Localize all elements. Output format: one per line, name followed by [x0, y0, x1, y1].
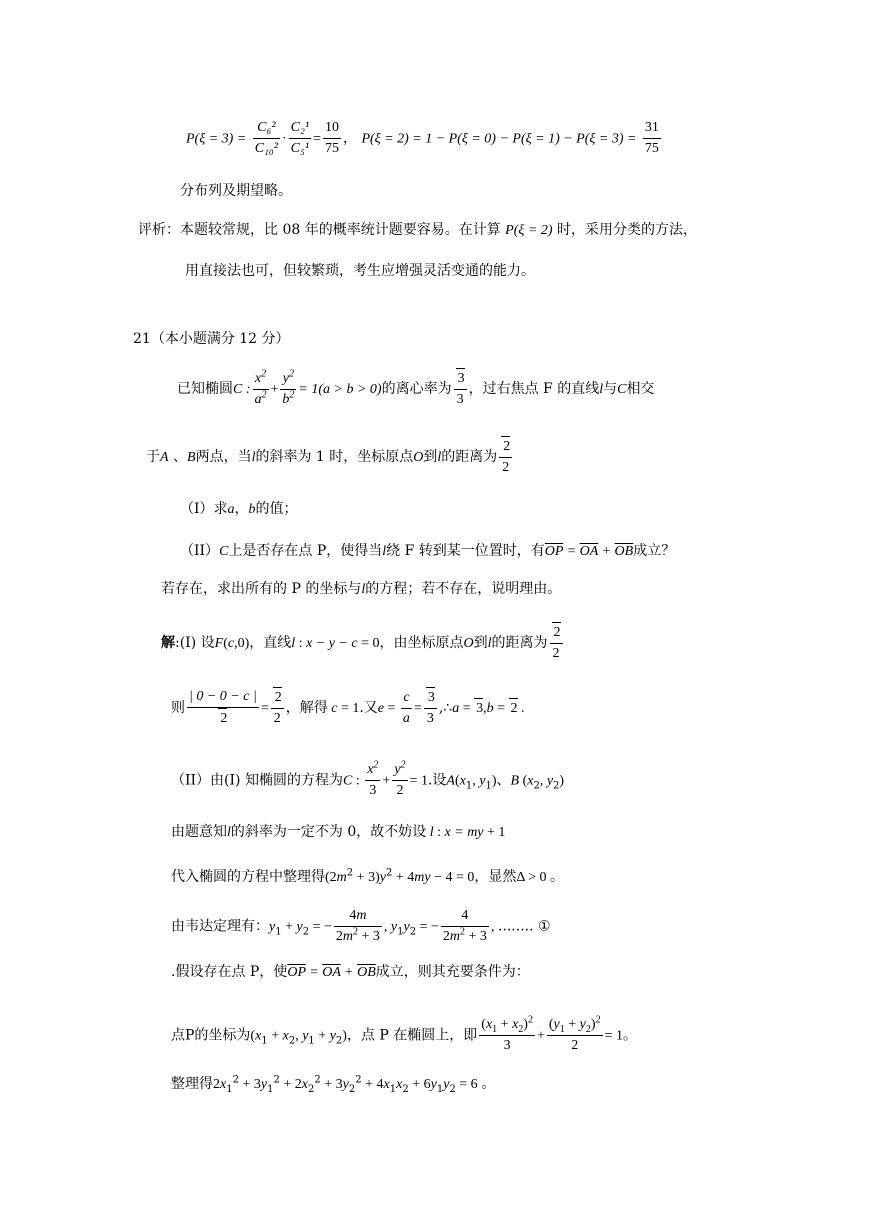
prob-equation-line: P(ξ = 3) = $\frac{\text{C₆²}}{\text{C₁₀²}}$ · $\frac{\text{C₂¹}}{\text{C₅¹}}$ = $\frac{10}{75}$ ， P(ξ = 2) = 1 − P(ξ = 0) − P(ξ = 1) − P(ξ = 3) = $\frac{31}{75}$ — [186, 118, 663, 159]
part-2-line-1: （II）C上是否存在点 P，使得当l绕 F 转到某一位置时，有$\overline{OP} = \overline{OA} + \overline{OB}$成立？ — [180, 543, 676, 559]
comment-line-2: 用直接法也可，但较繁琐，考生应增强灵活变通的能力。 — [185, 263, 535, 279]
fraction: $\frac{31}{75}$ — [644, 120, 659, 156]
fraction: $\frac{\text{C₆²}}{\text{C₁₀²}}$ — [254, 120, 278, 156]
solution-line-2: 则 $\frac{| 0 - 0 - c |}{2}$ = $\frac{2}{2}$ ，解得 c = 1.又e = $\frac{c}{a}$ = $\frac{3}{3}$ ,∴a = 3,b = 2 . — [171, 687, 525, 729]
p2-expression: P(ξ = 2) = 1 − P(ξ = 0) − P(ξ = 1) − P(ξ = 3) = — [361, 131, 637, 147]
question-stem-line-1: 已知椭圆C : $\frac{x^2}{a^2}$ + $\frac{y^2}{b^2}$ = 1(a > b > 0)的离心率为 $\frac{3}{3}$ ，过右焦点 F 的直线l与C相交 — [177, 367, 655, 407]
solution-label: 解 — [161, 635, 175, 651]
fraction: $\frac{\text{C₂¹}}{\text{C₅¹}}$ — [290, 120, 310, 156]
part-1: （I）求a，b的值； — [180, 501, 298, 517]
solution-line-8: 点P的坐标为($x_1 + x_2$, $y_1 + y_2$)，点 P 在椭圆上，即 $\frac{(x_1 + x_2)^2}{3}$ + $\frac{(y_1 + y_2)^2}{2}$ = 1。 — [171, 1014, 637, 1053]
question-stem-line-2: 于A 、B两点，当l的斜率为 1 时，坐标原点O到l的距离为 $\frac{2}{2}$ — [146, 436, 514, 478]
solution-line-9: 整理得$2x_1^2 + 3y_1^2 + 2x_2^2 + 3y_2^2 + 4x_1x_2 + 6y_1y_2 = 6$ 。 — [171, 1074, 496, 1095]
part-2-line-2: 若存在，求出所有的 P 的坐标与l的方程；若不存在，说明理由。 — [161, 581, 562, 597]
question-title: 21（本小题满分 12 分） — [133, 331, 290, 347]
solution-line-6: 由韦达定理有：$y_1 + y_2$ = − $\frac{4m}{2m^2 + 3}$ , $y_1y_2$ = − $\frac{4}{2m^2 + 3}$ , ........ ① — [171, 908, 551, 944]
p3-lhs: P(ξ = 3) = — [186, 131, 247, 147]
solution-line-1: 解:(I) 设F(c,0)，直线l : x − y − c = 0，由坐标原点O到l的距离为 $\frac{2}{2}$ — [161, 622, 565, 664]
comment-line-1: 评析：本题较常规，比 08 年的概率统计题要容易。在计算 P(ξ = 2) 时，采用分类的方法， — [138, 222, 697, 238]
solution-line-4: 由题意知l的斜率为一定不为 0，故不妨设 l : x = my + 1 — [171, 824, 506, 840]
solution-line-5: 代入椭圆的方程中整理得$(2m^2 + 3)y^2 + 4my - 4 = 0$，显然Δ > 0 。 — [171, 867, 564, 885]
solution-line-3: （II）由(I) 知椭圆的方程为C : $\frac{x^2}{3}$ + $\frac{y^2}{2}$ = 1.设$A(x_1$, $y_1$)、B ($x_2$, $y_2$) — [171, 759, 565, 798]
solution-line-7: .假设存在点 P，使$\overline{OP} = \overline{OA} + \overline{OB}$成立，则其充要条件为： — [171, 964, 530, 980]
dist-note: 分布列及期望略。 — [180, 183, 292, 199]
fraction: $\frac{10}{75}$ — [324, 120, 339, 156]
